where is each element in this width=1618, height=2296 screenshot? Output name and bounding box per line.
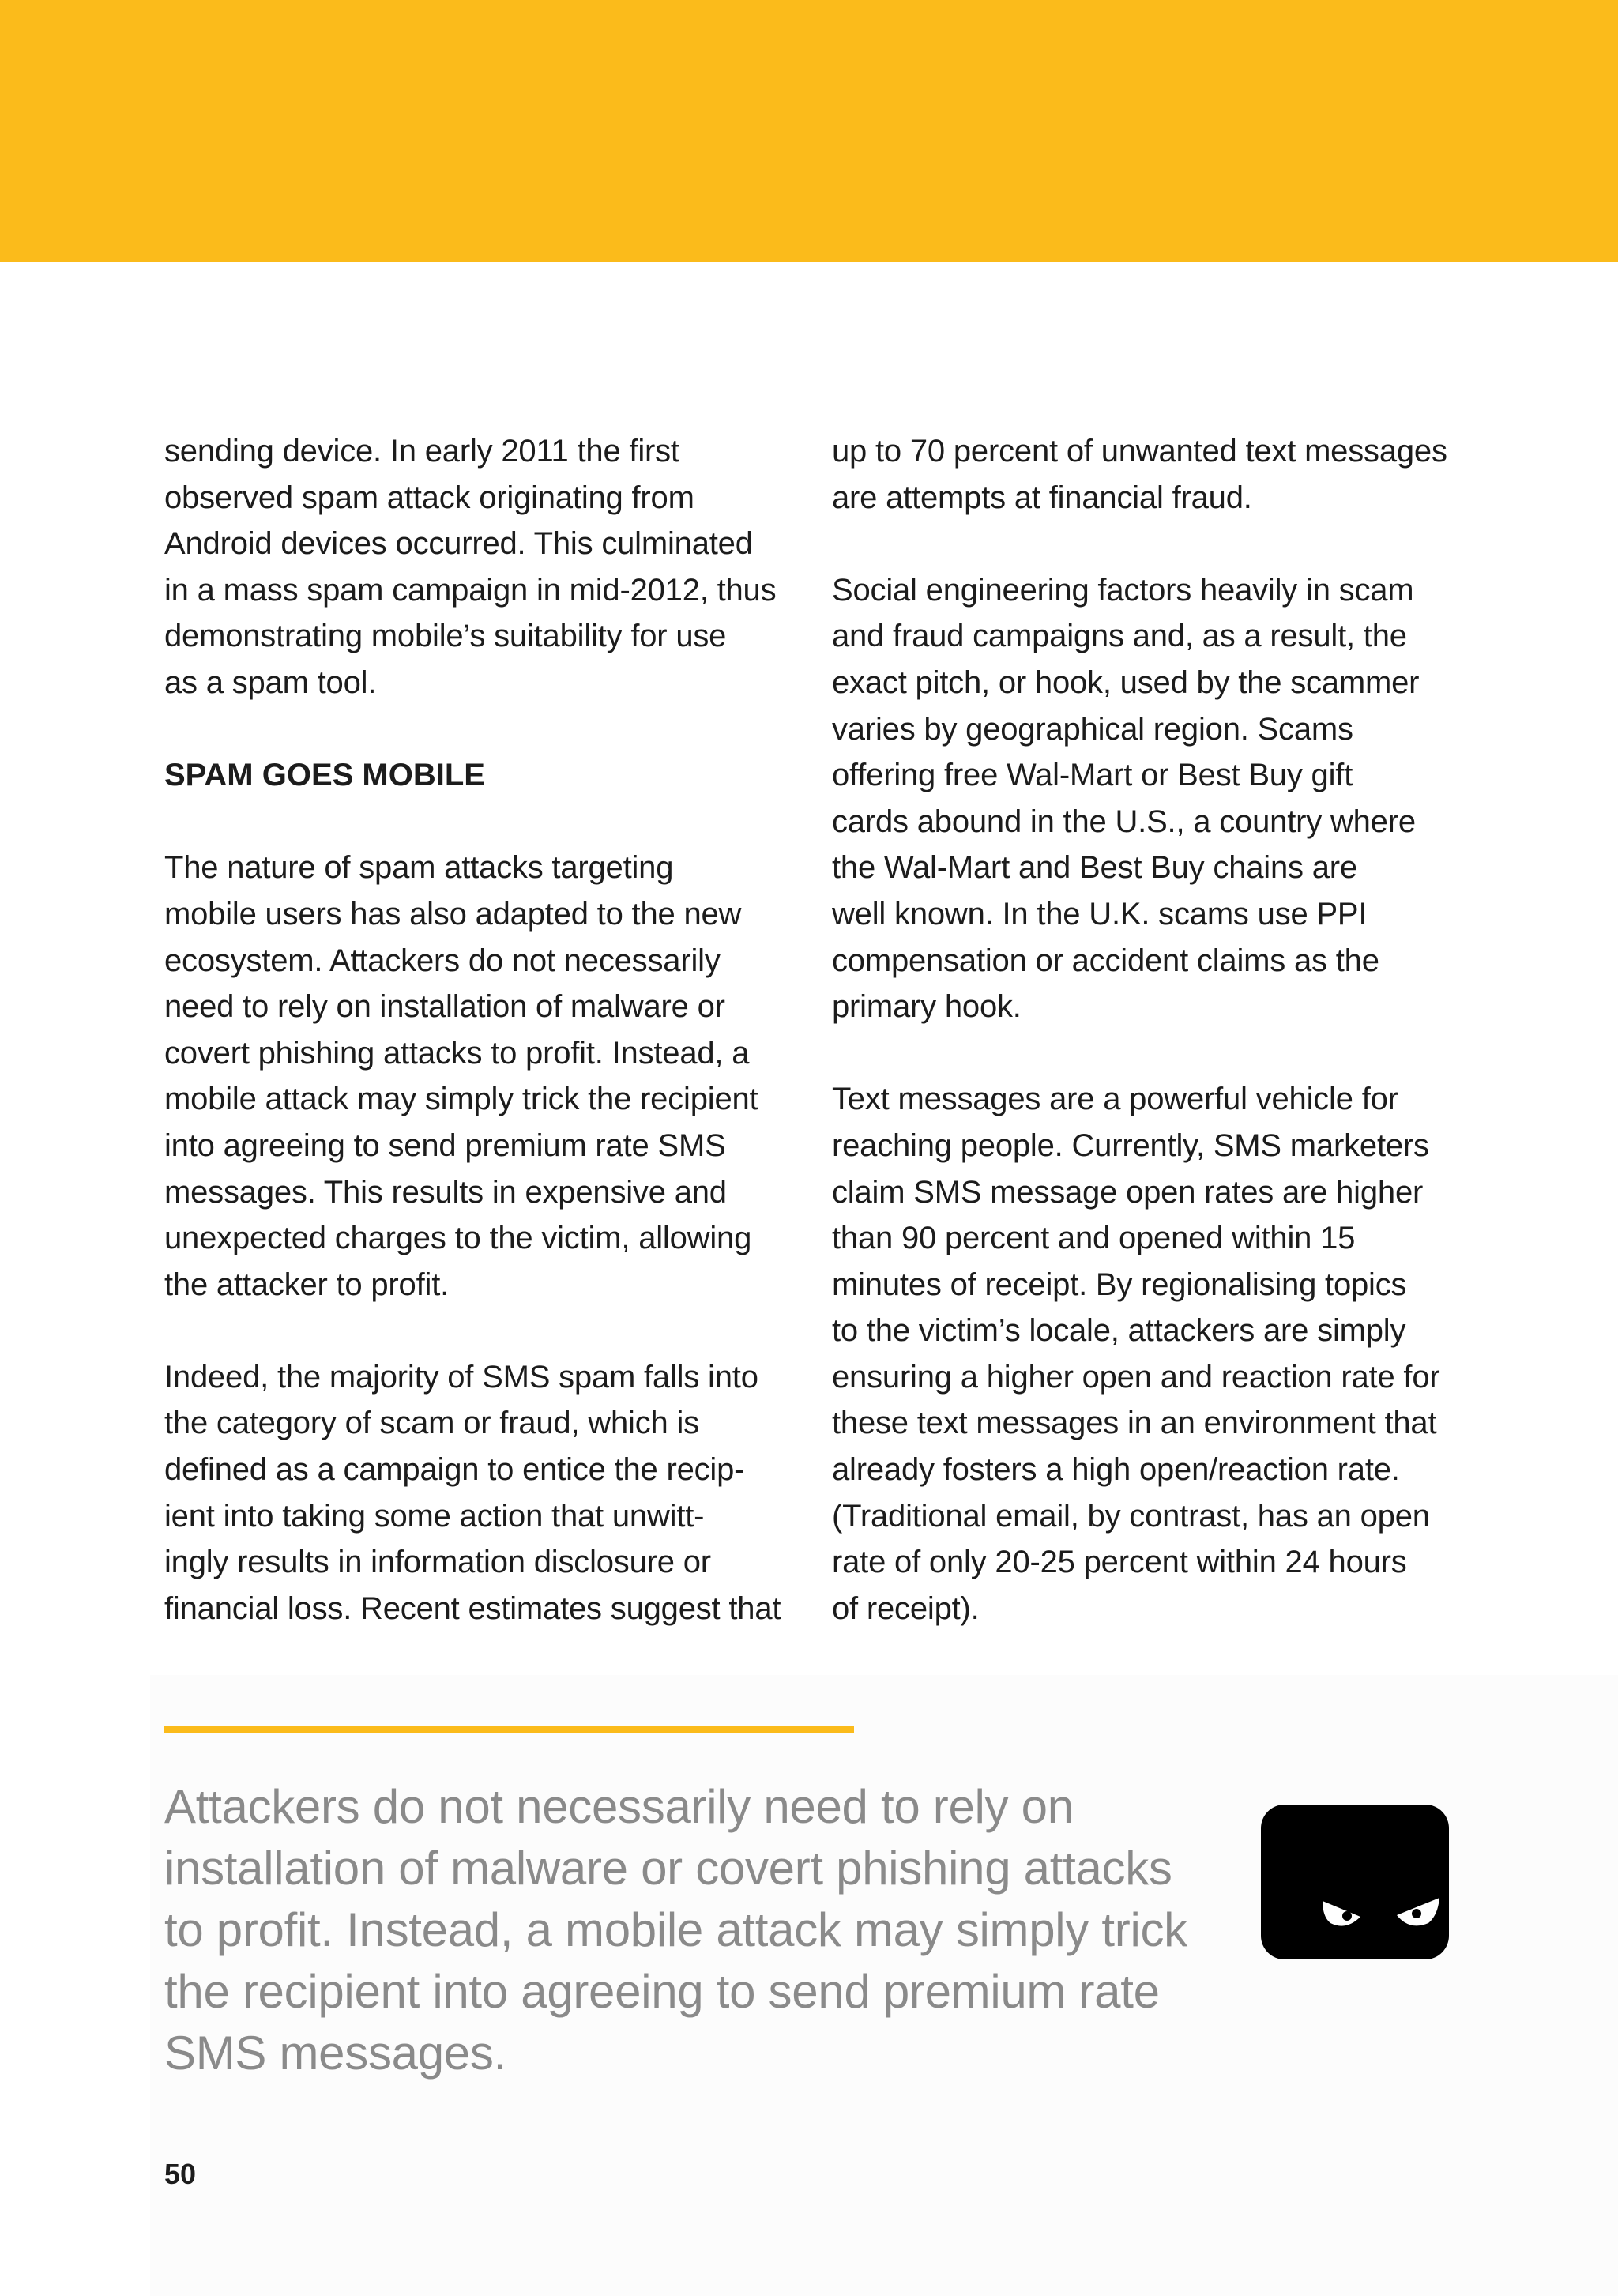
pull-quote: Attackers do not necessarily need to rely on installation of malware or covert phishing attacks to profit. Instead, a mobile attack may simply trick the recipient into agreeing to send premium rate SMS messages. [164, 1780, 1187, 2080]
page-number: 50 [164, 2158, 197, 2190]
body-paragraph: Indeed, the majority of SMS spam falls into the category of scam or fraud, which is defined as a campaign to entice the recip- ient into taking some action that unwitt- ingly results in information disclosure or financial loss. Recent estimates suggest that [164, 1359, 781, 1626]
body-paragraph: Text messages are a powerful vehicle for reaching people. Currently, SMS marketers claim SMS message open rates are higher than 90 percent and opened within 15 minutes of receipt. By regionalising topics to the victim’s locale, attackers are simply ensuring a higher open and reaction rate for these text messages in an environment that already fosters a high open/reaction rate. (Traditional email, by contrast, has an open rate of only 20-25 percent within 24 hours of receipt). [832, 1082, 1440, 1626]
section-heading: SPAM GOES MOBILE [164, 758, 485, 793]
evil-eyes-icon [1261, 1805, 1449, 1959]
header-banner [0, 0, 1618, 262]
body-paragraph: sending device. In early 2011 the first observed spam attack originating from Android devices occurred. This culminated in a mass spam campaign in mid-2012, thus demonstrating mobile’s suitability for use as a spam tool. [164, 434, 777, 700]
pull-quote-divider [164, 1726, 854, 1733]
right-column [832, 428, 1464, 1678]
left-column [164, 428, 796, 1678]
body-paragraph: up to 70 percent of unwanted text messages are attempts at financial fraud. [832, 434, 1447, 515]
body-paragraph: The nature of spam attacks targeting mobile users has also adapted to the new ecosystem. Attackers do not necessarily need to rely on installation of malware or covert phishing attacks to profit. Instead, a mobile attack may simply trick the recipient into agreeing to send premium rate SMS messages. This results in expensive and unexpected charges to the victim, allowing the attacker to profit. [164, 850, 758, 1302]
body-paragraph: Social engineering factors heavily in scam and fraud campaigns and, as a result, the exact pitch, or hook, used by the scammer varies by geographical region. Scams offering free Wal-Mart or Best Buy gift cards abound in the U.S., a country where the Wal-Mart and Best Buy chains are well known. In the U.K. scams use PPI compensation or accident claims as the primary hook. [832, 572, 1420, 1025]
evil-eyes-graphic [1261, 1805, 1449, 1959]
